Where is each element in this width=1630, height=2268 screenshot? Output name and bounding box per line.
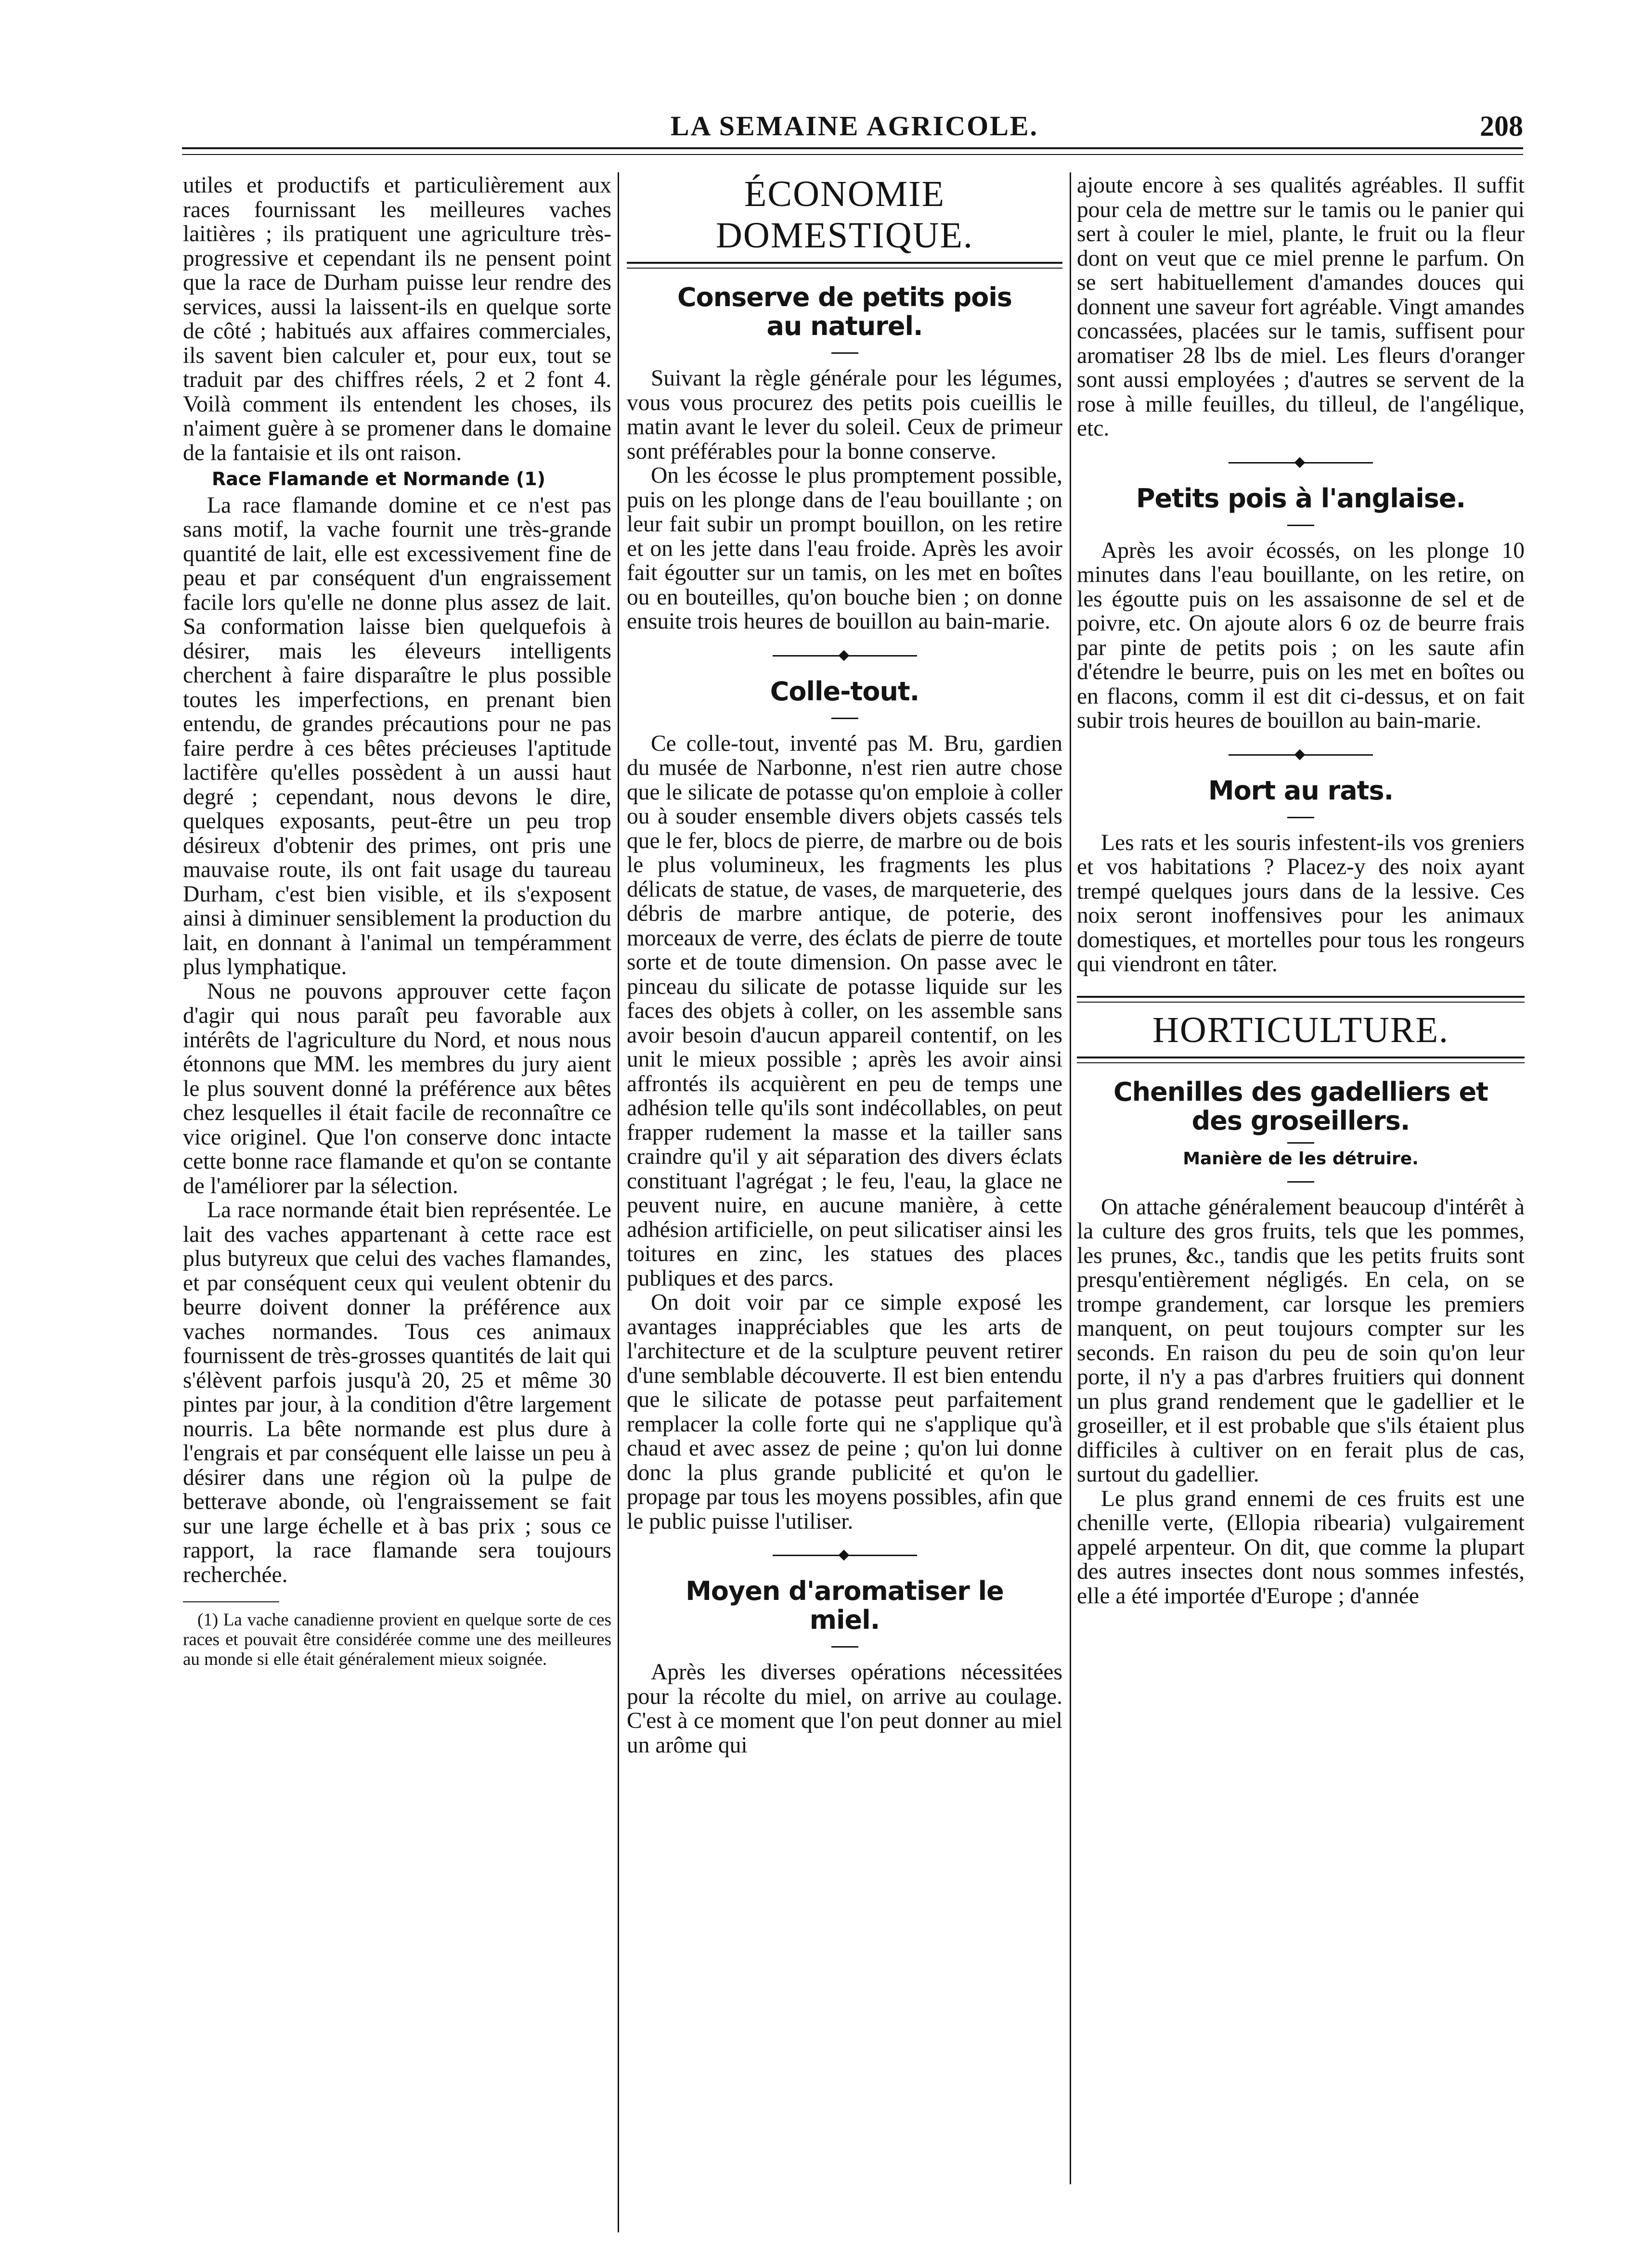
paragraph: Le plus grand ennemi de ces fruits est une chenille verte, (Ellopia ribearia) vulgairement appelé arpenteur. On dit, que comme la plupart des autres insectes dont nous sommes infestés, elle a été importée d'Europe ; d'année xyxy=(1077,1486,1525,1609)
column-2 xyxy=(627,173,1062,2209)
header-rule xyxy=(182,147,1523,155)
section-rule xyxy=(627,262,1062,269)
title-dash xyxy=(1287,1142,1314,1144)
footnote-rule xyxy=(183,1601,279,1602)
title-dash xyxy=(831,1646,858,1648)
paragraph: On doit voir par ce simple exposé les avantages inappréciables que les arts de l'architecture et de la sculpture peuvent retirer d'une semblable découverte. Il est bien entendu que le silicate de potasse peut parfaitement remplacer la colle forte qui ne s'applique qu'à chaud et avec assez de peine ; qu'on lui donne donc la plus grande publicité et qu'on le propage par tous les moyens possibles, afin que le public puisse l'utiliser. xyxy=(627,1290,1062,1534)
paragraph: Les rats et les souris infestent-ils vos greniers et vos habitations ? Placez-y des noix ayant trempé quelques jours dans de la lessive. Ces noix seront inoffensives pour les animaux domestiques, et mortelles pour tous les rongeurs qui viendront en tâter. xyxy=(1077,830,1525,977)
section-rule xyxy=(1077,1057,1525,1063)
paragraph: Nous ne pouvons approuver cette façon d'agir qui nous paraît peu favorable aux intérêts de l'agriculture du Nord, et nous nous étonnons que MM. les membres du jury aient le plus souvent donné la préférence aux bêtes chez lesquelles il était facile de reconnaître ce vice originel. Que l'on conserve donc intacte cette bonne race flamande et qu'on se contante de l'améliorer par la sélection. xyxy=(183,979,611,1198)
page-number: 208 xyxy=(1480,110,1523,142)
paragraph: utiles et productifs et particulièrement aux races fournissant les meilleures vaches laitières ; ils pratiquent une agriculture très-progressive et cependant ils ne pensent point que la race de Durham puisse leur rendre des services, aussi la laissent-ils en quelque sorte de côté ; habitués aux affaires commerciales, ils savent bien calculer et, pour eux, tout se traduit par des chiffres réels, 2 et 2 font 4. Voilà comment ils entendent les choses, ils n'aiment guère à se promener dans le domaine de la fantaisie et ils ont raison. xyxy=(183,173,611,465)
title-dash xyxy=(1287,1181,1314,1183)
running-title: LA SEMAINE AGRICOLE. xyxy=(670,110,1039,142)
paragraph: Après les diverses opérations nécessitées pour la récolte du miel, on arrive au coulage. C'est à ce moment que l'on peut donner au miel un arôme qui xyxy=(627,1660,1062,1758)
paragraph: La race flamande domine et ce n'est pas sans motif, la vache fournit une très-grande quantité de lait, elle est excessivement fine de peau et par conséquent d'un engraissement facile lors qu'elle ne donne plus assez de lait. Sa conformation laisse bien quelquefois à désirer, mais les éleveurs intelligents cherchent à faire disparaître le plus possible toutes les imperfections, en prenant bien entendu, de grandes précautions pour ne pas faire perdre à ces bêtes précieuses l'aptitude lactifère qu'elles possèdent à un aussi haut degré ; cependant, nous devons le dire, quelques exposants, peut-être un peu trop désireux d'obtenir des primes, ont pris une mauvaise route, ils ont fait usage du taureau Durham, c'est bien visible, et ils s'exposent ainsi à diminuer sensiblement la production du lait, en donnant à l'animal un tempéramment plus lymphatique. xyxy=(183,492,611,979)
article-title-miel: Moyen d'aromatiser le miel. xyxy=(686,1576,1004,1635)
section-title-horticulture: HORTICULTURE. xyxy=(1152,1009,1449,1050)
title-dash xyxy=(831,718,858,719)
section-rule xyxy=(1077,996,1525,1003)
paragraph: Ce colle-tout, inventé pas M. Bru, gardien du musée de Narbonne, n'est rien autre chose que le silicate de potasse qu'on emploie à coller ou à souder ensemble divers objets cassés tels que le fer, blocs de pierre, de marbre ou de bois le plus volumineux, les fragments les plus délicats de statue, de vases, de marqueterie, des débris de marbre antique, de poterie, des morceaux de verre, des éclats de pierre de toute sorte et de toute dimension. On passe avec le pinceau du silicate de potasse liquide sur les faces des objets à coller, on les assemble sans avoir besoin d'aucun appareil contentif, on les unit le mieux possible ; après les avoir ainsi affrontés ils acquièrent en peu de temps une adhésion telle qu'ils sont indécollables, on peut frapper rudement la masse et la tailler sans craindre qu'il y ait séparation des divers éclats constituant l'agrégat ; le feu, l'eau, la glace ne peuvent nuire, en aucune manière, à cette adhésion artificielle, on peut silicatiser ainsi les toitures en zinc, les statues des places publiques et des parcs. xyxy=(627,731,1062,1291)
column-divider-2 xyxy=(1070,172,1071,2184)
article-subtitle: Manière de les détruire. xyxy=(1183,1148,1419,1169)
ornament-divider xyxy=(1229,455,1373,470)
column-divider-1 xyxy=(618,172,619,2232)
ornament-divider xyxy=(1229,747,1373,762)
column-1 xyxy=(183,173,611,2209)
ornament-divider xyxy=(773,648,917,663)
title-dash xyxy=(1287,525,1314,526)
article-heading-race: Race Flamande et Normande (1) xyxy=(212,468,546,490)
column-3 xyxy=(1077,173,1525,2209)
paragraph: Après les avoir écossés, on les plonge 10 minutes dans l'eau bouillante, on les retire, on les égoutte puis on les assaisonne de sel et de poivre, etc. On ajoute alors 6 oz de beurre frais par pinte de petits pois ; on les saute afin d'étendre le beurre, puis on les met en boîtes ou en flacons, comm il est dit ci-dessus, et on fait subir trois heures de bouillon au bain-marie. xyxy=(1077,538,1525,733)
ornament-divider xyxy=(773,1548,917,1562)
title-dash xyxy=(831,352,858,354)
paragraph: On attache généralement beaucoup d'intérêt à la culture des gros fruits, tels que les pommes, les prunes, &c., tandis que les petits fruits sont presqu'entièrement négligés. En cela, on se trompe grandement, car lorsque les premiers manquent, on peut toujours compter sur les seconds. En raison du peu de soin qu'on leur porte, il n'y a pas d'arbres fruitiers qui donnent un plus grand rendement que le gadellier et le groseiller, et il est probable que s'ils étaient plus difficiles à cultiver on en ferait plus de cas, surtout du gadellier. xyxy=(1077,1194,1525,1487)
paragraph: On les écosse le plus promptement possible, puis on les plonge dans de l'eau bouillante ; on leur fait subir un prompt bouillon, on les retire et on les jette dans l'eau froide. Après les avoir fait égoutter sur un tamis, on les met en boîtes ou en bouteilles, qu'on bouche bien ; on donne ensuite trois heures de bouillon au bain-marie. xyxy=(627,463,1062,634)
paragraph: La race normande était bien représentée. Le lait des vaches appartenant à cette race est plus butyreux que celui des vaches flamandes, et par conséquent ceux qui veulent obtenir du beurre doivent donner la préférence aux vaches normandes. Tous ces animaux fournissent de très-grosses quantités de lait qui s'élèvent parfois jusqu'à 20, 25 et même 30 pintes par jour, à la condition d'être largement nourris. La bête normande est plus dure à l'engrais et par conséquent elle laisse un peu à désirer dans une région où la pulpe de betterave abonde, où l'engraissement se fait sur une large échelle et à bas prix ; sous ce rapport, la race flamande sera toujours recherchée. xyxy=(183,1198,611,1587)
footnote: (1) La vache canadienne provient en quelque sorte de ces races et pouvait être considérée comme une des meilleures au monde si elle était généralement mieux soignée. xyxy=(183,1610,611,1669)
section-title-economie: ÉCONOMIE DOMESTIQUE. xyxy=(716,174,973,256)
article-title-mort-aux-rats: Mort au rats. xyxy=(1208,775,1394,806)
paragraph: ajoute encore à ses qualités agréables. Il suffit pour cela de mettre sur le tamis ou le panier qui sert à couler le miel, plante, le fruit ou la fleur dont on veut que ce miel prenne le parfum. On se sert habituellement d'amandes douces qui donnent une saveur fort agréable. Vingt amandes concassées, placées sur le tamis, suffisent pour aromatiser 28 lbs de miel. Les fleurs d'oranger sont aussi employées ; d'autres se servent de la rose à mille feuilles, du tilleul, de l'angélique, etc. xyxy=(1077,173,1525,441)
article-title-petits-pois: Conserve de petits pois au naturel. xyxy=(677,282,1012,341)
title-dash xyxy=(1287,817,1314,818)
article-title-chenilles: Chenilles des gadelliers et des groseillers. xyxy=(1113,1076,1488,1136)
article-title-anglaise: Petits pois à l'anglaise. xyxy=(1136,483,1466,514)
article-title-colle-tout: Colle-tout. xyxy=(770,676,919,707)
paragraph: Suivant la règle générale pour les légumes, vous vous procurez des petits pois cueillis le matin avant le lever du soleil. Ceux de primeur sont préférables pour la bonne conserve. xyxy=(627,366,1062,464)
